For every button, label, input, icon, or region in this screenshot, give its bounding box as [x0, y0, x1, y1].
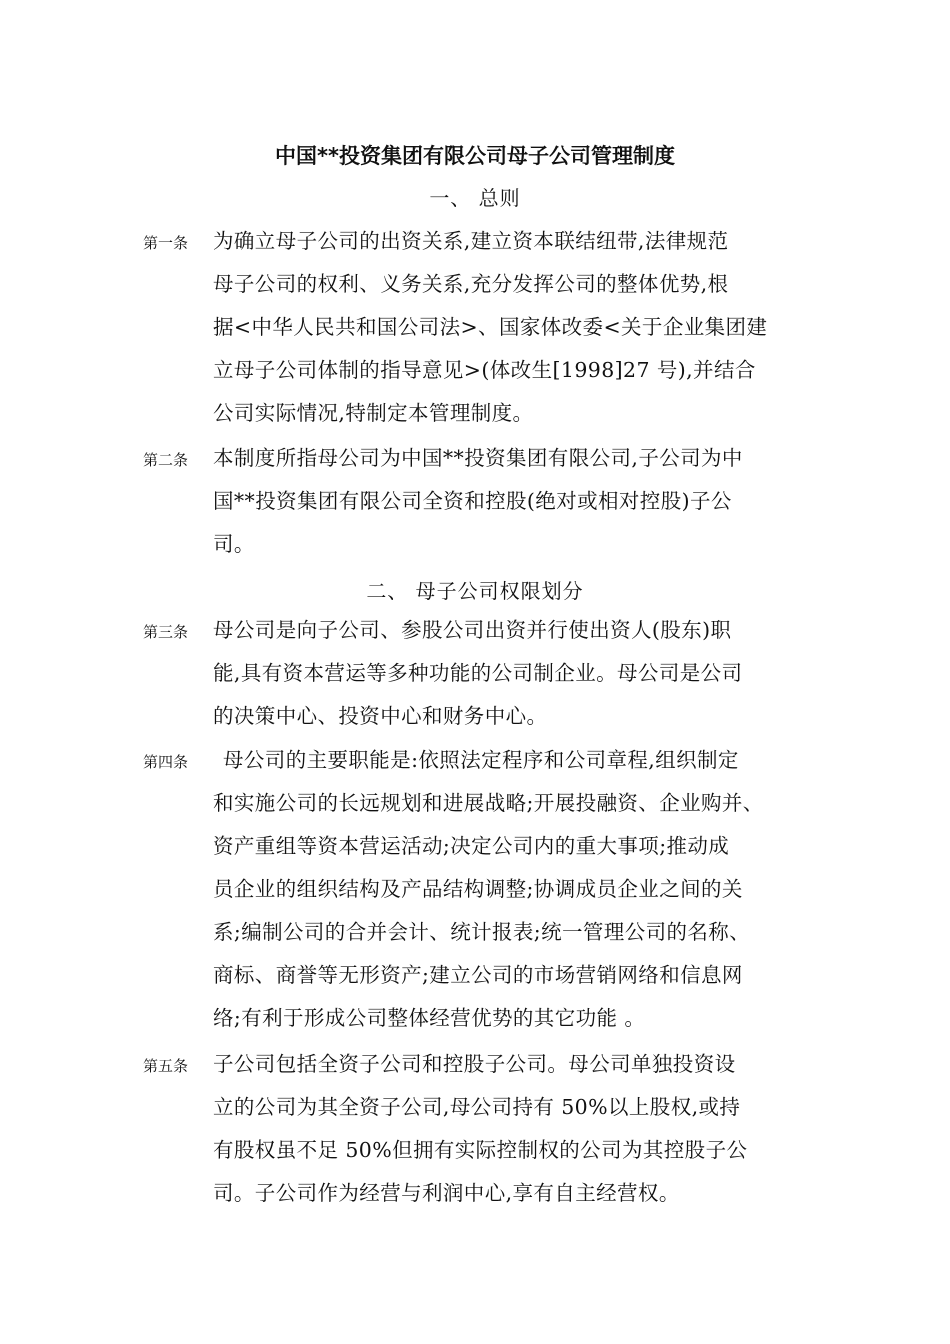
article-3-line: 的决策中心、投资中心和财务中心。	[213, 704, 548, 728]
article-1-line: 母子公司的权利、义务关系,充分发挥公司的整体优势,根	[213, 272, 729, 296]
article-4-line: 员企业的组织结构及产品结构调整;协调成员企业之间的关	[213, 877, 743, 901]
article-1-label: 第一条	[143, 234, 189, 252]
article-4-line: 络;有利于形成公司整体经营优势的其它功能 。	[213, 1006, 646, 1030]
article-2-label: 第二条	[143, 451, 189, 469]
article-2-line: 司。	[213, 532, 255, 556]
article-3-label: 第三条	[143, 623, 189, 641]
article-5-line: 司。子公司作为经营与利润中心,享有自主经营权。	[213, 1181, 680, 1205]
article-1-line: 据<中华人民共和国公司法>、国家体改委<关于企业集团建	[213, 315, 768, 339]
article-1-line: 立母子公司体制的指导意见>(体改生[1998]27 号),并结合	[213, 358, 756, 382]
article-5-line: 立的公司为其全资子公司,母公司持有 50%以上股权,或持	[213, 1095, 741, 1119]
article-5-body	[213, 1043, 838, 1215]
article-5-line: 有股权虽不足 50%但拥有实际控制权的公司为其控股子公	[213, 1138, 748, 1162]
article-4-line: 和实施公司的长远规划和进展战略;开展投融资、企业购并、	[213, 791, 764, 815]
section-heading-general: 一、 总则	[429, 186, 521, 210]
article-5-label: 第五条	[143, 1057, 189, 1075]
article-3-body	[213, 609, 838, 738]
article-4-body	[213, 739, 838, 1040]
article-5-line: 子公司包括全资子公司和控股子公司。母公司单独投资设	[213, 1052, 736, 1076]
article-2-line: 国**投资集团有限公司全资和控股(绝对或相对控股)子公	[213, 489, 732, 513]
article-3-line: 能,具有资本营运等多种功能的公司制企业。母公司是公司	[213, 661, 743, 685]
article-4-line: 系;编制公司的合并会计、统计报表;统一管理公司的名称、	[213, 920, 751, 944]
article-4-line: 母公司的主要职能是:依照法定程序和公司章程,组织制定	[223, 748, 739, 772]
article-4-line: 资产重组等资本营运活动;决定公司内的重大事项;推动成	[213, 834, 730, 858]
article-2-body	[213, 437, 838, 566]
article-4-line: 商标、商誉等无形资产;建立公司的市场营销网络和信息网	[213, 963, 743, 987]
article-2-line: 本制度所指母公司为中国**投资集团有限公司,子公司为中	[213, 446, 743, 470]
article-3-line: 母公司是向子公司、参股公司出资并行使出资人(股东)职	[213, 618, 732, 642]
document-title: 中国**投资集团有限公司母子公司管理制度	[275, 144, 675, 168]
article-4-label: 第四条	[143, 753, 189, 771]
article-1-body	[213, 220, 838, 435]
article-1-line: 公司实际情况,特制定本管理制度。	[213, 401, 534, 425]
article-1-line: 为确立母子公司的出资关系,建立资本联结纽带,法律规范	[213, 229, 729, 253]
section-heading-authority: 二、 母子公司权限划分	[366, 579, 584, 603]
